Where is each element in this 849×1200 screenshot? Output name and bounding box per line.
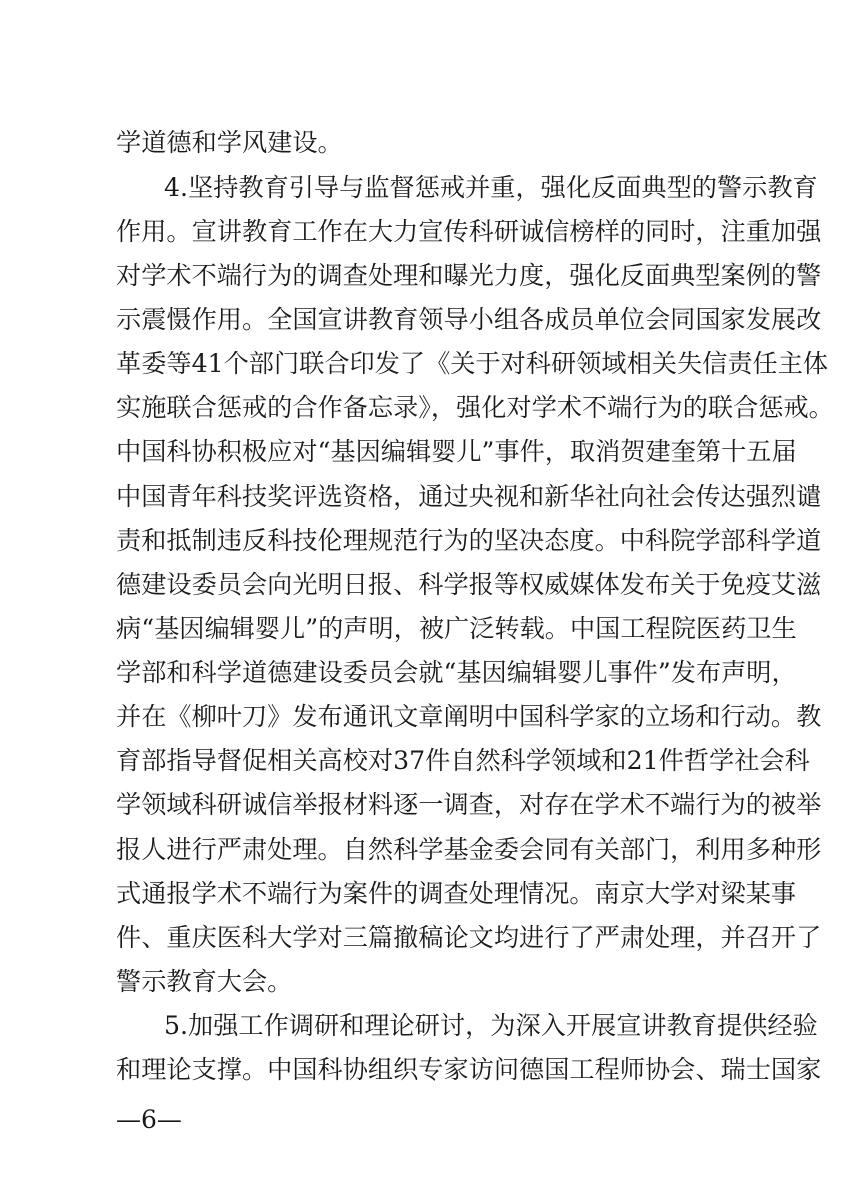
text-line: 示震慑作用。全国宣讲教育领导小组各成员单位会同国家发展改	[116, 305, 822, 334]
text-line: 责和抵制违反科技伦理规范行为的坚决态度。中科院学部科学道	[116, 526, 822, 555]
text-line: 学领域科研诚信举报材料逐一调查，对存在学术不端行为的被举	[116, 790, 822, 819]
text-line: 警示教育大会。	[116, 967, 293, 996]
text-line: 革委等41个部门联合印发了《关于对科研领域相关失信责任主体	[116, 349, 829, 378]
text-line: 报人进行严肃处理。自然科学基金委会同有关部门，利用多种形	[116, 835, 822, 864]
text-line: 德建设委员会向光明日报、科学报等权威媒体发布关于免疫艾滋	[116, 570, 822, 599]
page-number: —6—	[116, 1105, 182, 1134]
text-line: 实施联合惩戒的合作备忘录》，强化对学术不端行为的联合惩戒。	[116, 393, 834, 422]
text-line: 式通报学术不端行为案件的调查处理情况。南京大学对梁某事	[116, 879, 797, 908]
paragraph-heading-4: 4.坚持教育引导与监督惩戒并重，强化反面典型的警示教育	[164, 173, 818, 202]
text-line: 育部指导督促相关高校对37件自然科学领域和21件哲学社会科	[116, 746, 810, 775]
text-line: 中国科协积极应对“基因编辑婴儿”事件，取消贺建奎第十五届	[116, 437, 797, 466]
text-line: 并在《柳叶刀》发布通讯文章阐明中国科学家的立场和行动。教	[116, 702, 822, 731]
text-line: 和理论支撑。中国科协组织专家访问德国工程师协会、瑞士国家	[116, 1055, 822, 1084]
text-line: 病“基因编辑婴儿”的声明，被广泛转载。中国工程院医药卫生	[116, 614, 797, 643]
text-line: 学道德和学风建设。	[116, 128, 343, 157]
text-line: 中国青年科技奖评选资格，通过央视和新华社向社会传达强烈谴	[116, 482, 822, 511]
text-line: 件、重庆医科大学对三篇撤稿论文均进行了严肃处理，并召开了	[116, 923, 822, 952]
text-line: 作用。宣讲教育工作在大力宣传科研诚信榜样的同时，注重加强	[116, 217, 822, 246]
text-line: 对学术不端行为的调查处理和曝光力度，强化反面典型案例的警	[116, 261, 822, 290]
paragraph-heading-5: 5.加强工作调研和理论研讨，为深入开展宣讲教育提供经验	[164, 1011, 818, 1040]
text-line: 学部和科学道德建设委员会就“基因编辑婴儿事件”发布声明，	[116, 658, 797, 687]
